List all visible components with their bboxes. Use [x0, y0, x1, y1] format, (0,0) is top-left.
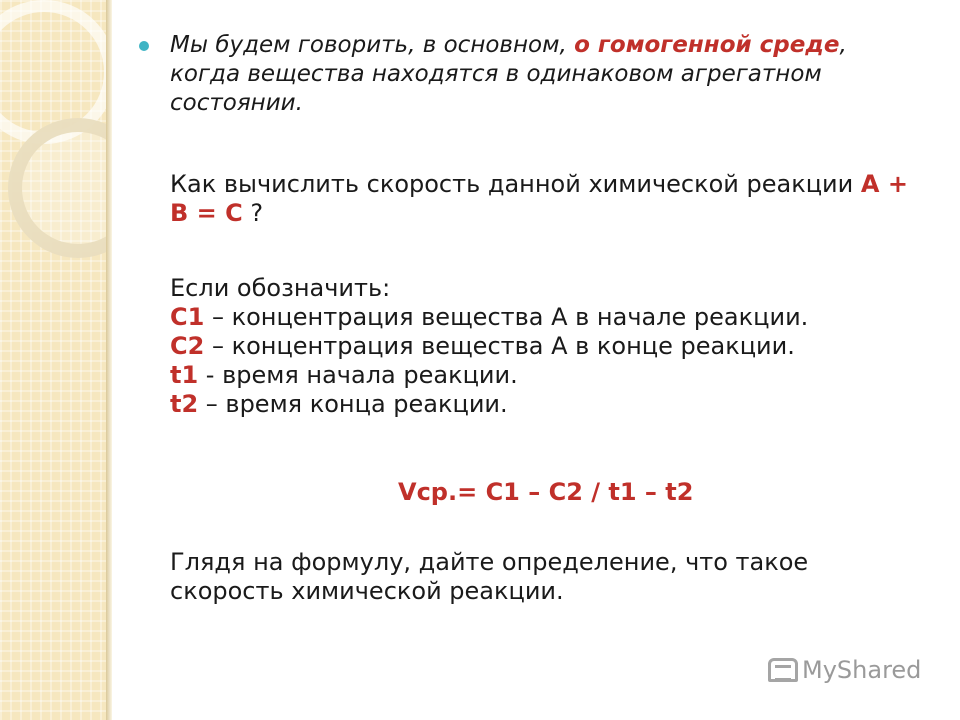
- symbol-t2: t2: [170, 390, 199, 418]
- definition-c2-text: – концентрация вещества А в конце реакции.: [204, 332, 795, 360]
- definition-t1-text: - время начала реакции.: [198, 361, 518, 389]
- watermark: [768, 656, 921, 684]
- paragraph-task: Глядя на формулу, дайте определение, что такое скорость химической реакции.: [170, 548, 809, 605]
- bullet-dot: [139, 41, 149, 51]
- definition-c1-text: – концентрация вещества А в начале реакции.: [204, 303, 809, 331]
- watermark-text: MyShared: [802, 656, 922, 684]
- reaction-equation: А + В = С: [170, 170, 908, 227]
- p1-highlight: о гомогенной среде: [574, 32, 840, 58]
- p2-text-a: Как вычислить скорость данной химической реакции: [170, 170, 854, 198]
- paragraph-question: [170, 170, 910, 228]
- definition-c2: [170, 332, 910, 361]
- p1-text-a: Мы будем говорить, в основном,: [170, 32, 567, 58]
- p1-text-c: , когда вещества находятся в одинаковом агрегатном состоянии.: [170, 32, 847, 116]
- band-edge: [106, 0, 112, 720]
- symbol-c1: С1: [170, 303, 205, 331]
- definition-c1: [170, 303, 910, 332]
- symbol-t1: t1: [170, 361, 199, 389]
- definition-t2: [170, 390, 910, 419]
- definition-t1: [170, 361, 910, 390]
- symbol-c2: С2: [170, 332, 205, 360]
- p2-text-b: ?: [250, 199, 264, 227]
- paragraph-definitions: [170, 274, 910, 419]
- definition-t2-text: – время конца реакции.: [198, 390, 508, 418]
- definitions-intro: Если обозначить:: [170, 274, 391, 302]
- rate-formula: Vср.= С1 – С2 / t1 – t2: [398, 478, 694, 506]
- paragraph-homogeneous: [170, 31, 910, 118]
- watermark-icon: [768, 658, 798, 682]
- decorative-band: [0, 0, 106, 720]
